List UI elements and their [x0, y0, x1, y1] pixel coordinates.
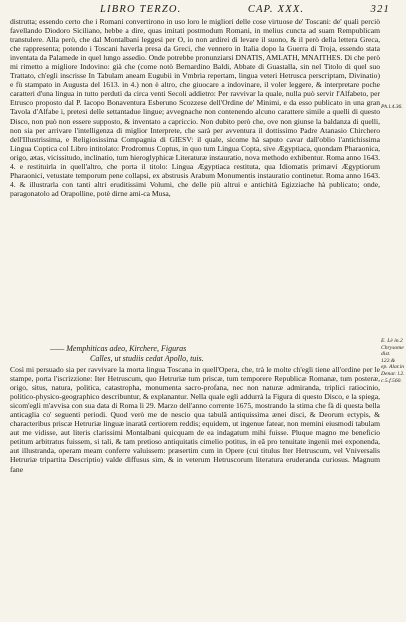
margin-note-2-line: Denar. l.2.	[381, 370, 405, 377]
running-head	[100, 4, 390, 15]
margin-note-2-line: Chrysome	[381, 344, 404, 351]
running-head-book: LIBRO TERZO.	[100, 4, 182, 15]
upper-paragraph: distrutta; essendo certo che i Romani convertirono in uso loro le migliori delle cose virtuose de' Toscani: de' quali perciò favellando Diodoro Siciliano, hebbe a dire, quas imitati postmodum Romani, in melius cuncta ad suam Rempublicam transtulere. Alla però, che dal Montalbani leggesi per O, io non ardirei di levare il suono, & il però della lettera Greca, che rappresenta; potendo i Toscani haverla presa da Greci, che vennero in Italia dopo la Guerra di Troja, essendo stata inventata da Palamede in quel lungo assedio. Onde potrebbe pronunziarsi DNATIS, AMLATH, MNAITHES. Di che però mi rimetto a migliore Indovino: già che (come notò Bernardino Baldi, Abbate di Guastalla, sin nel Titolo di quel suo Trattato, ch'egli inscrisse In Tabulam aneam Eugubii in Vmbria repertam, lingua veteri Hetrusca perscriptam, Divinatio) e fù stampato in Augusta del 1613. in 4.) non è altro, che giuocare a indovinare, il voler leggere, & interpretare poche caratteri d'una lingua in tutto perduti da circa venti Secoli addietro: Per ravvivar la quale, nulla può servir l'Alfabeto, per Etrusco proposto dal P. Iacopo Bonaventura Esberuno Scozzese dell'Ordine de' Minimi, e da esso publicato in una gran Tavola d'Alfabe i, pretesi delle settantadue lingue; avvegnache non contenendo alcuno carattere simile a quelli di questo Disco, non può non essere supposto, & inventato a capriccio. Non dubito però che, ove non giunse la baldanza di quelli, non sia per arrivare l'intelligenza di miglior Interprete, che sarà per avventura il dottissimo Padre Atanasio Chirchero dell'Illustrissima, e Religiosissima Compagnia di GIESV: il quale, sicome hà saputo cavar dall'oblio l'antichissima Lingua Coptica col Libro intitolato: Prodromus Coptus, in quo tum Lingua Copta, sive Ægyptiaca, quondam Pharaonica, origo, ætas, vicissitudo, inclinatio, tum hieroglyphicæ Literaturæ instauratio, nova methodo exhibentur. Roma anno 1643. 4. e restituirla in quell'altro, che porta il titolo: Lingua Ægyptiaca restituta, qua Idiomatis primævi Ægyptiorum Pharaonici, vetustate temporum pene collapsi, ex abstrusis Arabum Monumentis instauratio continetur. Roma anno 1643. 4. & illustrarla con tanti altri eruditissimi Volumi, che delle più altrui e antichità Egizziache hà publicato; onde, paragonatolo ad Orapolline, potè dirne ami-ca Musa,	[10, 17, 380, 198]
upper-text-block	[10, 17, 380, 198]
margin-note-2-line: dist. 122.&	[381, 351, 396, 364]
verse-dash: ——	[50, 344, 65, 353]
verse-line-1-text: Memphiticas adeo, Kirchere, Figuras	[66, 344, 187, 353]
verse-line-2: Calles, ut studiis cedat Apollo, tuis.	[90, 353, 204, 363]
margin-note-2	[381, 338, 406, 384]
page-number: 321	[370, 4, 390, 15]
verse-line-1	[50, 344, 350, 354]
lower-paragraph: Così mi persuado sia per ravvivare la morta lingua Toscana in quell'Opera, che, trà le molte ch'egli tiene all'ordine per le stampe, porta l'iscrizzione: Iter Hetruscum, quo Hetruriæ tum priscæ, tum temporere Republicæ Romanæ, tum posteræ, origo, situs, natura, politica, catastropha, monumenta sacro-profana, nec non naturæ admiranda, triplici ratiocinio, politico-physico-geographico describuntur, & explanantur. Nella quale egli addurrà la Figura di questo Disco, e la spiega, sicom'egli m'avvisa con sua data di Roma li 29. Marzo dell'anno corrente 1675, mostrando la stima che fà di questa bella anticaglia co' seguenti periodi. Quod verò me de nescio qua tabulâ antiquissima ænei disci, & Deorum ectypis, & characteribus priscæ Hetruriæ linguæ inaratâ certiorem reddis; equidem, ut ingenue fatear, non memini eiusmodi tabulam aut me vidisse, aut literis clarissimi Montalbani quicquam de ea indagatum mihi fuisse. Pluque magno me beneficio petitum arbitratus fuissem, si tali, & tam pretioso antiquitatis cimelio potitus, in eâ pro tenuitate ingenii mei exponenda, aut illustranda, operam meam conferre valuissem: præsertim cum in Opere (cui titulus Iter Hetruscum, vel Vniversalis Hetruriæ tripartita Descriptio) valde diffusus sim, & in veterum Hetruscorum literatura eruderanda curiosus. Magnum fane	[10, 365, 380, 474]
running-head-chapter: CAP. XXX.	[247, 4, 305, 15]
lower-text-block	[10, 365, 380, 474]
margin-note-2-line: E. Lè in.2	[381, 338, 403, 344]
margin-note-2-line: ep. Alar.in	[381, 364, 405, 371]
verse-quote	[50, 344, 350, 363]
margin-note-2-line: c.5.f.560.	[381, 377, 402, 384]
margin-note-1	[381, 104, 406, 111]
margin-note-1-text: Ph.l.4.36.	[381, 104, 403, 110]
